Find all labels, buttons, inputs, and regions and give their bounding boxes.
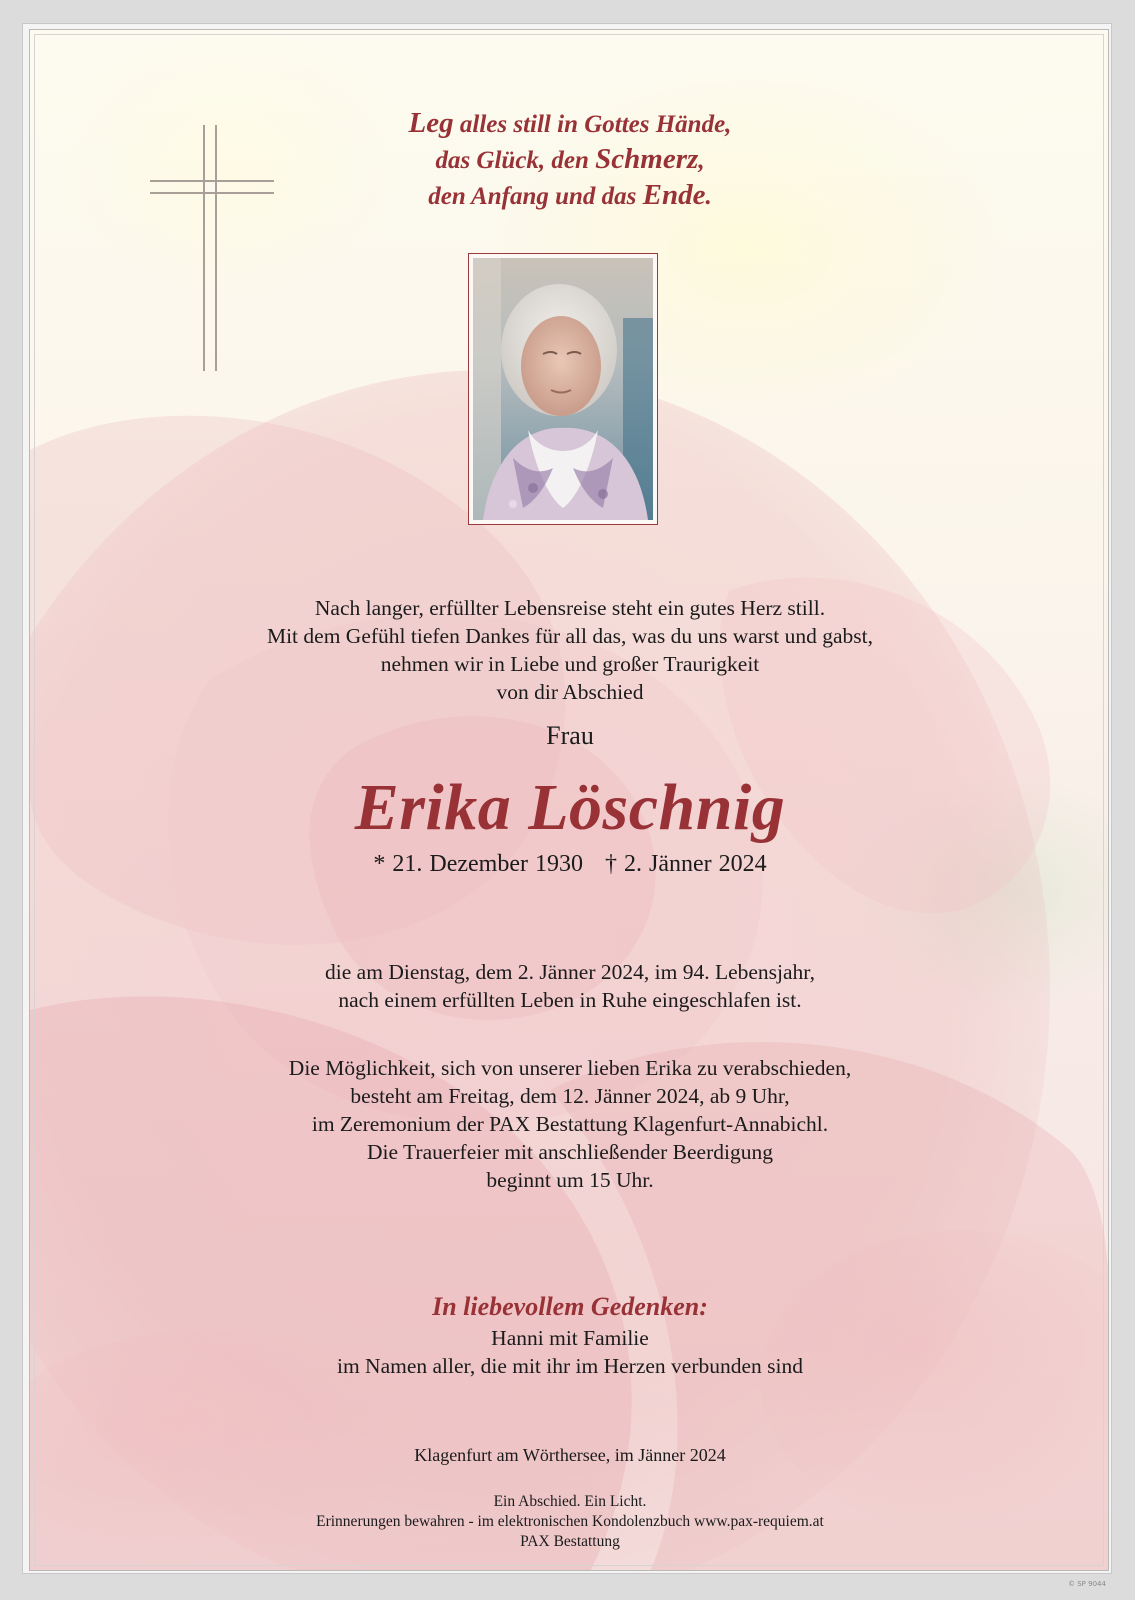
- verse-line-2: [30, 142, 1109, 178]
- verse-line-3-emphasis: Ende: [642, 179, 706, 211]
- deceased-name: Erika Löschnig: [354, 771, 786, 844]
- mourners-line: im Namen aller, die mit ihr im Herzen verbunden sind: [336, 1354, 804, 1378]
- farewell-line: beginnt um 15 Uhr.: [486, 1168, 654, 1192]
- obituary-card: [29, 29, 1109, 1571]
- passing-line: die am Dienstag, dem 2. Jänner 2024, im 94. Lebensjahr,: [325, 960, 815, 984]
- birth-date: * 21. Dezember 1930: [373, 851, 583, 877]
- verse-line-3: [30, 178, 1109, 214]
- farewell-text: [30, 1054, 1109, 1194]
- verse-line-2-emphasis: Schmerz: [595, 143, 699, 175]
- salutation: Frau: [546, 721, 594, 750]
- verse-line-3-end: .: [705, 183, 712, 210]
- intro-line: nehmen wir in Liebe und großer Traurigkeit: [380, 652, 760, 676]
- passing-line: nach einem erfüllten Leben in Ruhe eingeschlafen ist.: [338, 988, 802, 1012]
- verse-line-1-text: alles still in Gottes Hände,: [453, 111, 732, 138]
- verse-line-3-text: den Anfang und das: [428, 183, 643, 210]
- intro-text: [30, 594, 1109, 706]
- mourners: [30, 1324, 1109, 1380]
- intro-line: Mit dem Gefühl tiefen Dankes für all das, was du uns warst und gabst,: [266, 624, 874, 648]
- death-date: † 2. Jänner 2024: [604, 851, 767, 877]
- memory-heading: In liebevollem Gedenken:: [432, 1292, 708, 1321]
- portrait-frame: [468, 253, 658, 525]
- farewell-line: Die Trauerfeier mit anschließender Beerdigung: [367, 1140, 773, 1164]
- verse-line-1-emphasis: Leg: [408, 107, 454, 139]
- mourners-line: Hanni mit Familie: [491, 1326, 649, 1350]
- footer: [30, 1492, 1109, 1552]
- footer-line: PAX Bestattung: [520, 1533, 620, 1550]
- life-dates: [30, 848, 1109, 880]
- portrait-photo: [473, 258, 653, 520]
- farewell-line: Die Möglichkeit, sich von unserer lieben Erika zu verabschieden,: [288, 1056, 852, 1080]
- farewell-line: besteht am Freitag, dem 12. Jänner 2024, ab 9 Uhr,: [350, 1084, 790, 1108]
- intro-line: Nach langer, erfüllter Lebensreise steht ein gutes Herz still.: [314, 596, 826, 620]
- place-date: Klagenfurt am Wörthersee, im Jänner 2024: [414, 1445, 726, 1465]
- intro-line: von dir Abschied: [496, 680, 644, 704]
- template-code: © SP 9044: [1068, 1580, 1106, 1588]
- footer-line: Ein Abschied. Ein Licht.: [493, 1493, 647, 1510]
- verse-line-2-end: ,: [698, 147, 705, 174]
- farewell-line: im Zeremonium der PAX Bestattung Klagenfurt-Annabichl.: [311, 1112, 829, 1136]
- passing-text: [30, 958, 1109, 1014]
- footer-line: Erinnerungen bewahren - im elektronischen Kondolenzbuch www.pax-requiem.at: [316, 1513, 824, 1530]
- verse: [30, 106, 1109, 214]
- verse-line-1: [30, 106, 1109, 142]
- verse-line-2-text: das Glück, den: [435, 147, 596, 174]
